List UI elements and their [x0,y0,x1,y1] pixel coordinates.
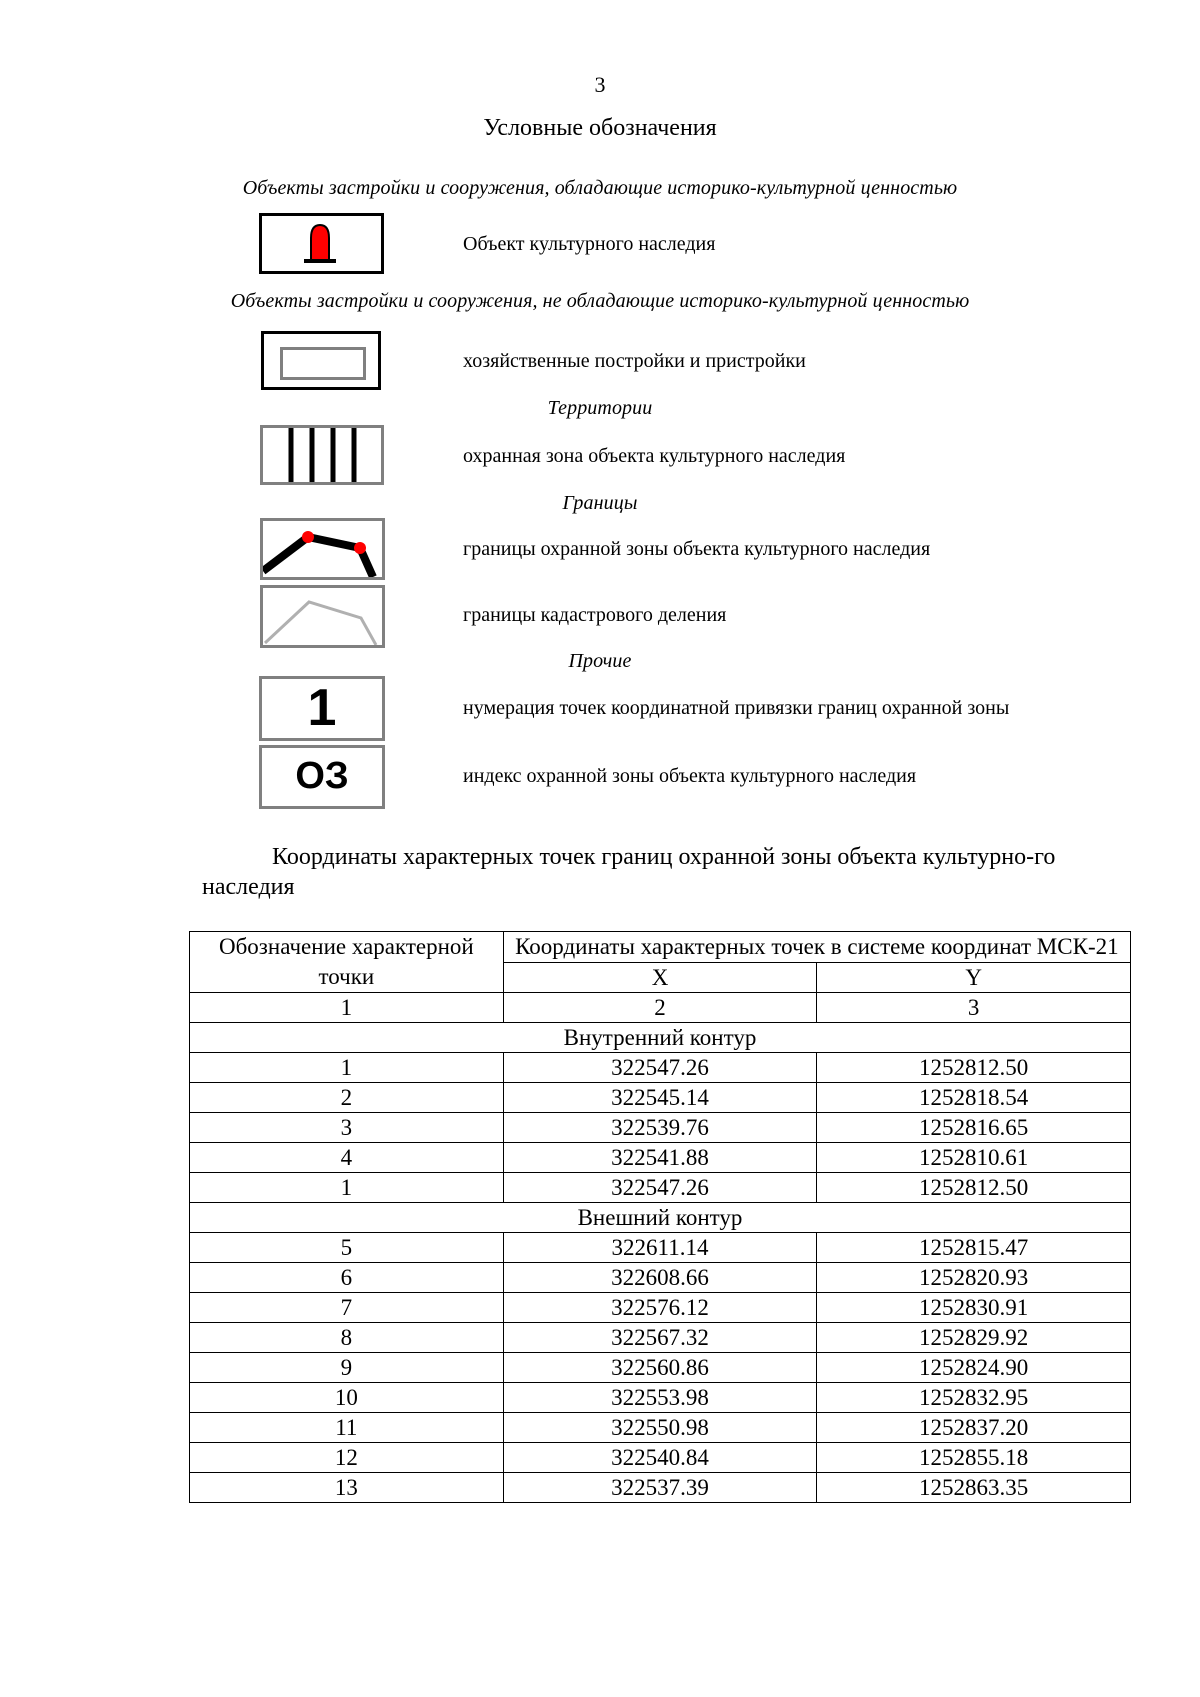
table-row [190,1413,1131,1443]
point-cell: 13 [190,1473,504,1503]
x-header: X [503,963,817,993]
legend-label-heritage-object: Объект культурного наследия [463,233,716,255]
column-number: 1 [190,993,504,1023]
page-number: 3 [594,72,606,97]
point-cell: 1 [190,1173,504,1203]
table-row [190,1353,1131,1383]
legend-label-outbuilding: хозяйственные постройки и пристройки [463,350,806,372]
legend-section-heading-non-heritage: Объекты застройки и сооружения, не обладающие историко-культурной ценностью [230,290,970,312]
y-cell: 1252863.35 [817,1473,1131,1503]
legend-title: Условные обозначения [483,115,717,141]
x-cell: 322540.84 [503,1443,817,1473]
column-number: 2 [503,993,817,1023]
y-cell: 1252812.50 [817,1053,1131,1083]
y-cell: 1252816.65 [817,1113,1131,1143]
x-cell: 322537.39 [503,1473,817,1503]
x-cell: 322545.14 [503,1083,817,1113]
zone-index-icon: ОЗ [259,745,385,809]
point-cell: 7 [190,1293,504,1323]
cadastral-boundary-icon [260,585,385,648]
y-header: Y [817,963,1131,993]
y-cell: 1252815.47 [817,1233,1131,1263]
table-row [190,1233,1131,1263]
y-cell: 1252818.54 [817,1083,1131,1113]
heritage-object-icon [259,213,384,274]
y-cell: 1252837.20 [817,1413,1131,1443]
table-row [190,1083,1131,1113]
x-cell: 322611.14 [503,1233,817,1263]
column-number: 3 [817,993,1131,1023]
y-cell: 1252824.90 [817,1353,1131,1383]
point-number-icon: 1 [259,676,385,741]
y-cell: 1252829.92 [817,1323,1131,1353]
y-cell: 1252855.18 [817,1443,1131,1473]
y-cell: 1252820.93 [817,1263,1131,1293]
group-title-row [190,1203,1131,1233]
legend-section-heading-boundaries: Границы [562,492,638,514]
x-cell: 322567.32 [503,1323,817,1353]
point-cell: 9 [190,1353,504,1383]
group-title: Внешний контур [190,1203,1131,1233]
legend-label-point-numbering: нумерация точек координатной привязки границ охранной зоны [463,697,1010,719]
table-row [190,1323,1131,1353]
point-cell: 1 [190,1053,504,1083]
table-row [190,1053,1131,1083]
table-row [190,1143,1131,1173]
legend-section-heading-territories: Территории [547,397,653,419]
point-cell: 11 [190,1413,504,1443]
x-cell: 322547.26 [503,1053,817,1083]
x-cell: 322547.26 [503,1173,817,1203]
x-cell: 322576.12 [503,1293,817,1323]
x-cell: 322541.88 [503,1143,817,1173]
x-cell: 322550.98 [503,1413,817,1443]
outbuilding-icon [261,331,381,390]
table-row [190,1173,1131,1203]
table-row [190,1263,1131,1293]
point-cell: 2 [190,1083,504,1113]
coordinates-table [189,931,1131,1503]
coordinates-heading: Координаты характерных точек границ охранной зоны объекта культурно-го наследия [202,844,1056,900]
group-title-row [190,1023,1131,1053]
legend-label-protection-zone: охранная зона объекта культурного наследия [463,445,846,467]
x-cell: 322560.86 [503,1353,817,1383]
point-cell: 6 [190,1263,504,1293]
table-row [190,1443,1131,1473]
point-cell: 3 [190,1113,504,1143]
y-cell: 1252810.61 [817,1143,1131,1173]
x-cell: 322608.66 [503,1263,817,1293]
legend-label-cadastral-boundary: границы кадастрового деления [463,604,727,626]
table-row [190,1113,1131,1143]
point-designation-header: Обозначение характерной точки [190,932,504,993]
point-cell: 5 [190,1233,504,1263]
y-cell: 1252830.91 [817,1293,1131,1323]
group-title: Внутренний контур [190,1023,1131,1053]
point-cell: 10 [190,1383,504,1413]
table-row [190,1473,1131,1503]
legend-section-heading-heritage: Объекты застройки и сооружения, обладающие историко-культурной ценностью [242,177,958,199]
y-cell: 1252812.50 [817,1173,1131,1203]
point-cell: 12 [190,1443,504,1473]
point-cell: 4 [190,1143,504,1173]
x-cell: 322539.76 [503,1113,817,1143]
x-cell: 322553.98 [503,1383,817,1413]
protection-zone-hatch-icon [260,425,384,485]
zone-boundary-line-icon [260,518,385,580]
legend-label-zone-boundary: границы охранной зоны объекта культурного наследия [463,538,931,560]
table-row [190,1293,1131,1323]
legend-section-heading-other: Прочие [568,650,632,672]
legend-label-zone-index: индекс охранной зоны объекта культурного наследия [463,765,917,787]
y-cell: 1252832.95 [817,1383,1131,1413]
table-row [190,1383,1131,1413]
point-cell: 8 [190,1323,504,1353]
coordinates-system-header: Координаты характерных точек в системе координат МСК-21 [503,932,1130,963]
